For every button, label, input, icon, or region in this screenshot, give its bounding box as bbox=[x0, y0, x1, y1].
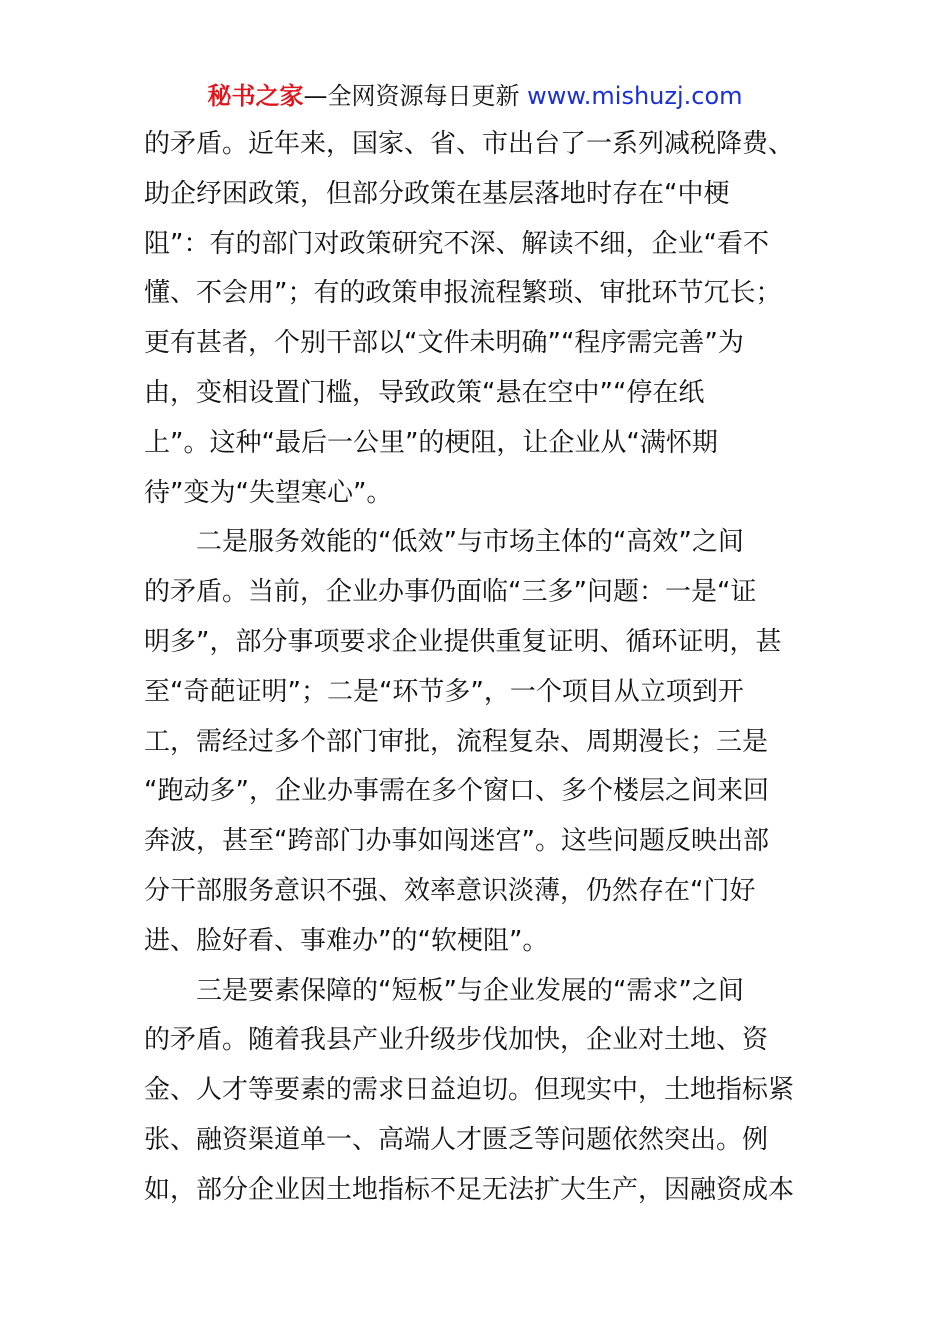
paragraph-start-line: 三是要素保障的“短板”与企业发展的“需求”之间 bbox=[144, 975, 744, 1006]
body-line: 的矛盾。近年来，国家、省、市出台了一系列减税降费、 bbox=[144, 129, 795, 159]
body-line: 金、人才等要素的需求日益迫切。但现实中，土地指标紧 bbox=[144, 1075, 795, 1106]
body-line: 阻”：有的部门对政策研究不深、解读不细，企业“看不 bbox=[144, 228, 769, 259]
brand-name: 秘书之家 bbox=[207, 82, 304, 110]
body-line: 的矛盾。随着我县产业升级步伐加快，企业对土地、资 bbox=[144, 1025, 769, 1056]
body-line: 懂、不会用”；有的政策申报流程繁琐、审批环节冗长； bbox=[144, 278, 782, 309]
site-url-link[interactable]: www.mishuzj.com bbox=[527, 82, 743, 110]
document-body bbox=[144, 120, 812, 1216]
body-line: 上”。这种“最后一公里”的梗阻，让企业从“满怀期 bbox=[144, 427, 718, 458]
body-line: 如，部分企业因土地指标不足无法扩大生产，因融资成本 bbox=[144, 1174, 795, 1205]
body-line: 至“奇葩证明”；二是“环节多”，一个项目从立项到开 bbox=[144, 676, 744, 707]
body-line: 张、融资渠道单一、高端人才匮乏等问题依然突出。例 bbox=[144, 1124, 769, 1155]
body-line: 的矛盾。当前，企业办事仍面临“三多”问题：一是“证 bbox=[144, 577, 757, 608]
body-line: 由，变相设置门槛，导致政策“悬在空中”“停在纸 bbox=[144, 377, 705, 408]
body-line: 待”变为“失望寒心”。 bbox=[144, 477, 393, 508]
body-line: 进、脸好看、事难办”的“软梗阻”。 bbox=[144, 925, 549, 956]
header-tagline: —全网资源每日更新 bbox=[303, 82, 528, 110]
paragraph-start-line: 二是服务效能的“低效”与市场主体的“高效”之间 bbox=[144, 527, 744, 558]
body-line: 助企纾困政策，但部分政策在基层落地时存在“中梗 bbox=[144, 178, 730, 209]
body-line: “跑动多”，企业办事需在多个窗口、多个楼层之间来回 bbox=[144, 776, 769, 807]
body-line: 更有甚者，个别干部以“文件未明确”“程序需完善”为 bbox=[144, 328, 744, 359]
body-line: 工，需经过多个部门审批，流程复杂、周期漫长；三是 bbox=[144, 726, 769, 757]
body-line: 分干部服务意识不强、效率意识淡薄，仍然存在“门好 bbox=[144, 875, 756, 906]
body-line: 明多”，部分事项要求企业提供重复证明、循环证明，甚 bbox=[144, 626, 782, 657]
page-header bbox=[0, 80, 950, 112]
body-line: 奔波，甚至“跨部门办事如闯迷宫”。这些问题反映出部 bbox=[144, 826, 769, 857]
